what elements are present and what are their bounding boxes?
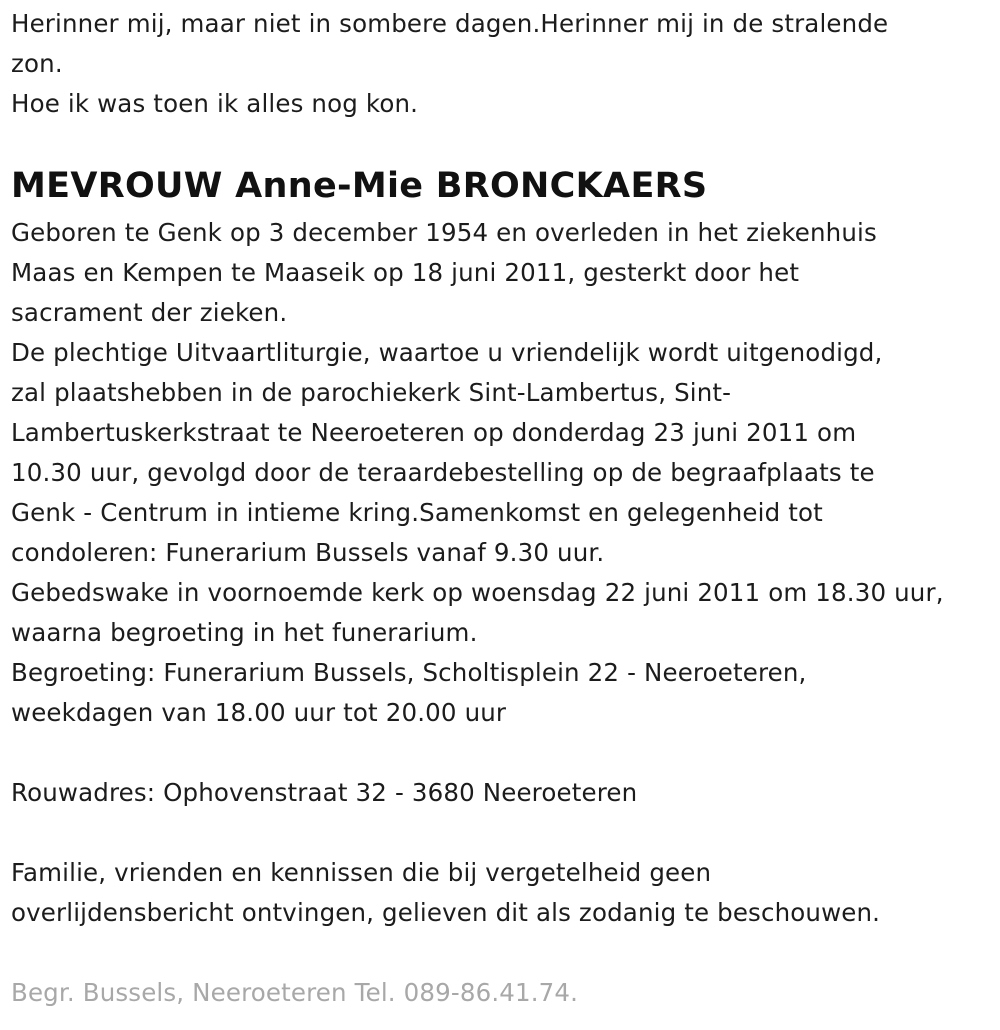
announcement-line: Begroeting: Funerarium Bussels, Scholtisplein 22 - Neeroeteren,	[11, 658, 807, 687]
announcement-line: Lambertuskerkstraat te Neeroeteren op donderdag 23 juni 2011 om	[11, 418, 857, 447]
funeral-home-footer: Begr. Bussels, Neeroeteren Tel. 089-86.41.74.	[11, 978, 579, 1007]
family-notice	[11, 853, 880, 933]
announcement-line: waarna begroeting in het funerarium.	[11, 618, 478, 647]
announcement-line: Gebedswake in voornoemde kerk op woensdag 22 juni 2011 om 18.30 uur,	[11, 578, 944, 607]
announcement-line: Geboren te Genk op 3 december 1954 en overleden in het ziekenhuis	[11, 218, 877, 247]
announcement-line: condoleren: Funerarium Bussels vanaf 9.30 uur.	[11, 538, 605, 567]
memorial-verse	[11, 4, 888, 124]
deceased-name-heading: MEVROUW Anne-Mie BRONCKAERS	[11, 166, 708, 206]
announcement-line: sacrament der zieken.	[11, 298, 288, 327]
mourning-address: Rouwadres: Ophovenstraat 32 - 3680 Neeroeteren	[11, 778, 638, 807]
family-notice-line: Familie, vrienden en kennissen die bij vergetelheid geen	[11, 858, 712, 887]
announcement-text	[11, 213, 944, 733]
verse-line: Herinner mij, maar niet in sombere dagen.Herinner mij in de stralende	[11, 9, 889, 38]
announcement-line: De plechtige Uitvaartliturgie, waartoe u vriendelijk wordt uitgenodigd,	[11, 338, 883, 367]
announcement-line: 10.30 uur, gevolgd door de teraardebestelling op de begraafplaats te	[11, 458, 875, 487]
announcement-line: Genk - Centrum in intieme kring.Samenkomst en gelegenheid tot	[11, 498, 823, 527]
announcement-line: Maas en Kempen te Maaseik op 18 juni 2011, gesterkt door het	[11, 258, 800, 287]
verse-line: zon.	[11, 49, 63, 78]
announcement-line: weekdagen van 18.00 uur tot 20.00 uur	[11, 698, 507, 727]
announcement-line: zal plaatshebben in de parochiekerk Sint-Lambertus, Sint-	[11, 378, 732, 407]
verse-line: Hoe ik was toen ik alles nog kon.	[11, 89, 419, 118]
family-notice-line: overlijdensbericht ontvingen, gelieven dit als zodanig te beschouwen.	[11, 898, 881, 927]
